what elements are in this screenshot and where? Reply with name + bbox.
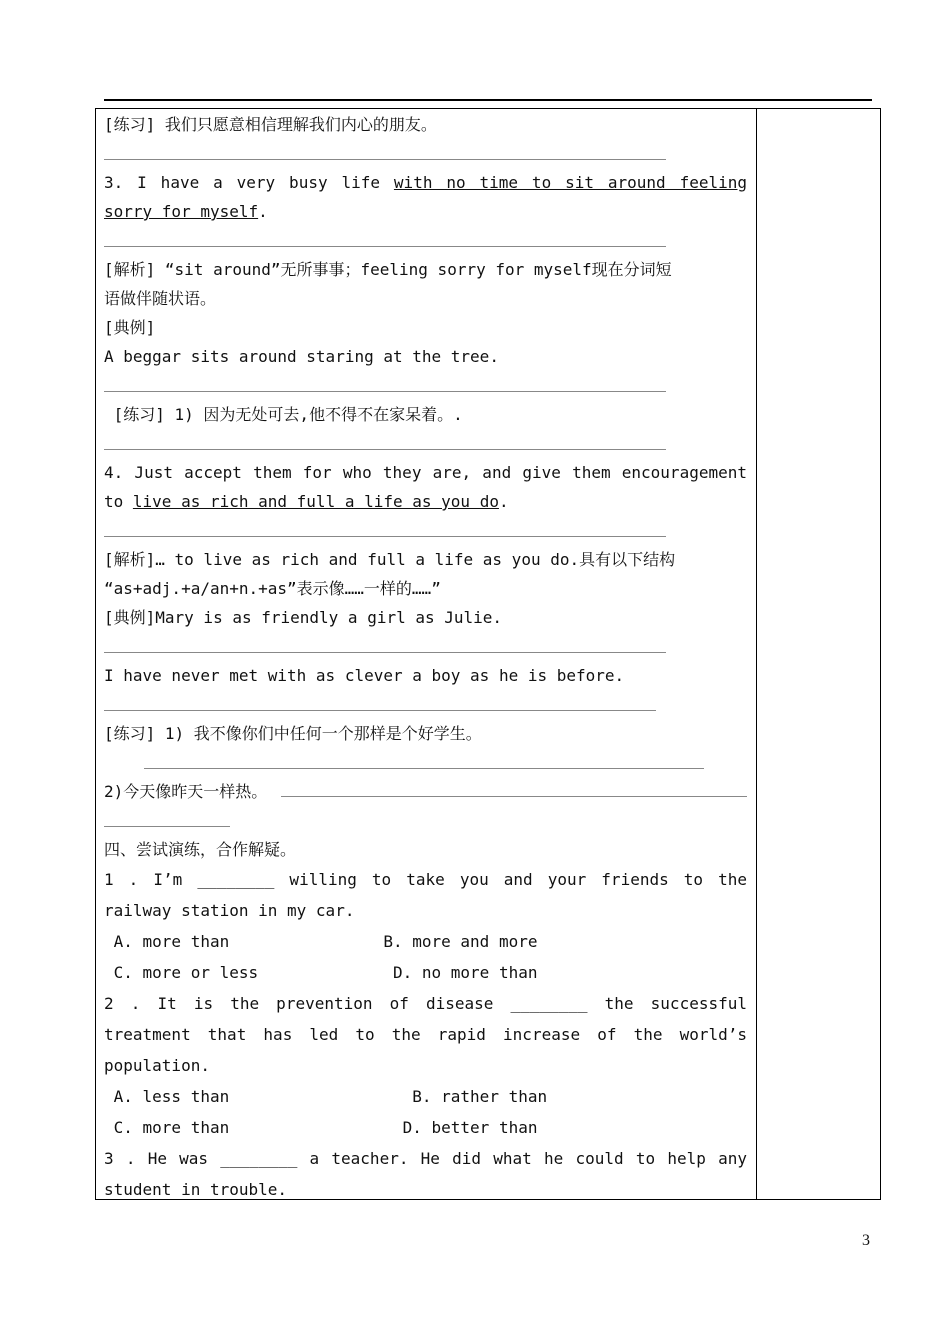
- sentence-4: 4. Just accept them for who they are, and give them encouragement: [104, 463, 747, 482]
- page-number: 3: [862, 1232, 870, 1249]
- sentence-text: .: [498, 492, 509, 511]
- answer-blank[interactable]: [104, 632, 747, 661]
- question-1: [104, 864, 747, 988]
- practice-line: [练习] 1) 我不像你们中任何一个那样是个好学生。: [104, 724, 482, 743]
- sentence-text: .: [258, 202, 268, 221]
- underlined-phrase: with no time to sit around feeling: [393, 173, 748, 192]
- analysis-line: “as+adj.+a/an+n.+as”表示像……一样的……”: [104, 579, 441, 598]
- example-sentence: A beggar sits around staring at the tree.: [104, 347, 499, 366]
- answer-blank[interactable]: [104, 806, 747, 835]
- question-text: 2 . It is the prevention of disease ________ the successful: [104, 994, 747, 1013]
- question-text: 1 . I’m ________ willing to take you and your friends to the: [104, 870, 747, 889]
- options-row[interactable]: C. more or less D. no more than: [104, 963, 538, 982]
- sentence-3-cont: [104, 197, 747, 226]
- answer-blank[interactable]: [104, 139, 747, 168]
- practice-line: [练习] 我们只愿意相信理解我们内心的朋友。: [104, 115, 437, 134]
- practice-line: [练习] 1) 因为无处可去,他不得不在家呆着。.: [104, 405, 463, 424]
- options-row[interactable]: A. less than B. rather than: [104, 1087, 548, 1106]
- answer-blank[interactable]: [104, 226, 747, 255]
- answer-blank[interactable]: [281, 796, 747, 797]
- example-label: [典例]: [104, 318, 156, 337]
- question-text: population.: [104, 1056, 210, 1075]
- sentence-3: [104, 168, 747, 197]
- question-text: 3 . He was ________ a teacher. He did what he could to help any: [104, 1149, 747, 1168]
- answer-blank[interactable]: [104, 371, 747, 400]
- column-divider: [756, 108, 757, 1200]
- sentence-text: to: [104, 492, 133, 511]
- question-3: [104, 1143, 747, 1205]
- sentence-text: 3. I have a very busy life: [104, 173, 394, 192]
- header-rule: [104, 99, 872, 101]
- analysis-line: 语做伴随状语。: [104, 289, 217, 308]
- example-sentence: [典例]Mary is as friendly a girl as Julie.: [104, 608, 503, 627]
- underlined-phrase: sorry for myself: [104, 202, 259, 221]
- analysis-line: [解析]… to live as rich and full a life as you do.具有以下结构: [104, 550, 676, 569]
- options-row[interactable]: A. more than B. more and more: [104, 932, 538, 951]
- practice-line-2: [104, 777, 747, 806]
- answer-blank[interactable]: [104, 516, 747, 545]
- practice-text: 2)今天像昨天一样热。: [104, 782, 268, 801]
- question-text: student in trouble.: [104, 1180, 288, 1199]
- underlined-phrase: live as rich and full a life as you do: [132, 492, 499, 511]
- options-row[interactable]: C. more than D. better than: [104, 1118, 538, 1137]
- answer-blank[interactable]: [104, 690, 747, 719]
- section-heading: 四、尝试演练，合作解疑。: [104, 840, 297, 859]
- sentence-4-cont: [104, 487, 747, 516]
- main-column: [104, 110, 747, 1205]
- answer-blank[interactable]: [104, 748, 747, 777]
- question-2: [104, 988, 747, 1143]
- analysis-line: [解析] “sit around”无所事事；feeling sorry for myself现在分词短: [104, 260, 672, 279]
- answer-blank[interactable]: [104, 429, 747, 458]
- question-text: railway station in my car.: [104, 901, 355, 920]
- example-sentence: I have never met with as clever a boy as he is before.: [104, 666, 625, 685]
- question-text: treatment that has led to the rapid increase of the world’s: [104, 1025, 747, 1044]
